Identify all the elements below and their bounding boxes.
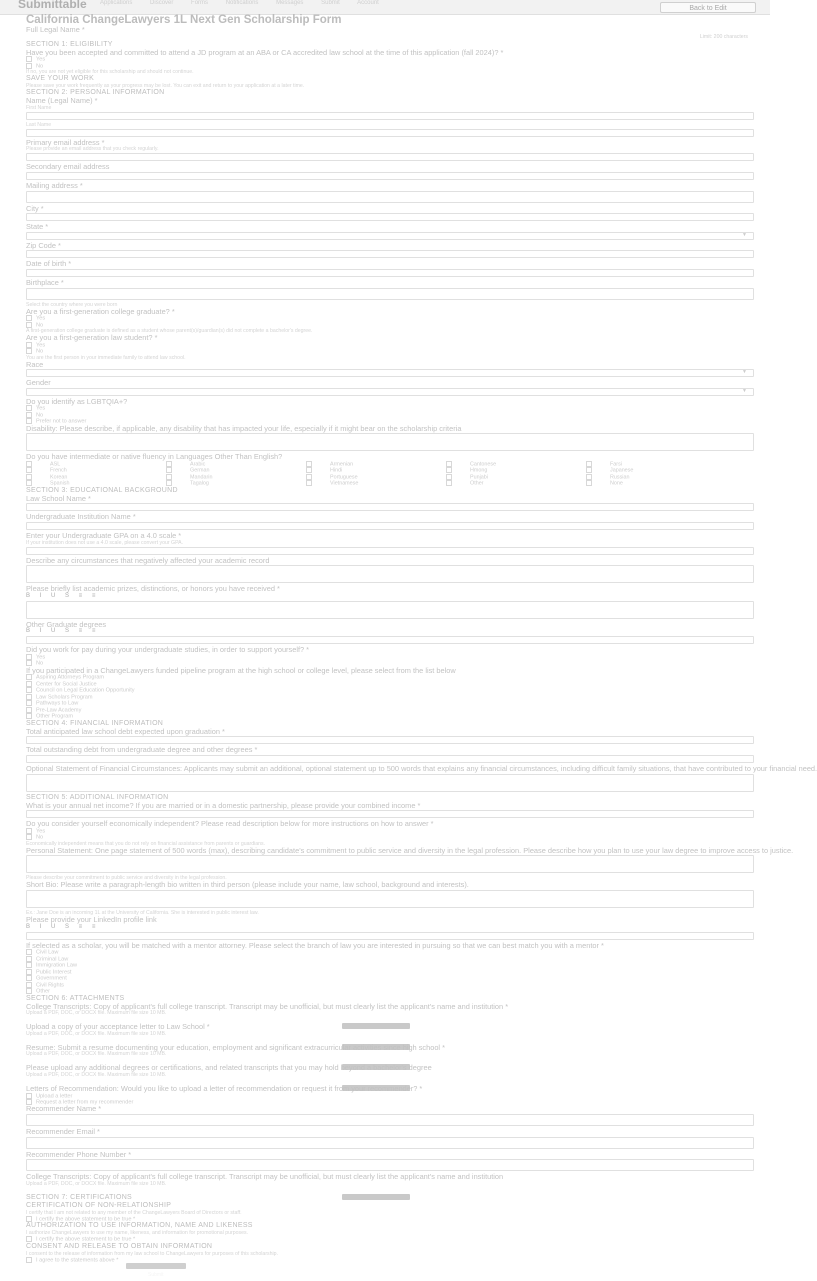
upload-hint: Upload a PDF, DOC, or DOCX file. Maximum file size 10 MB. [26,1010,167,1017]
mailing-address-input[interactable] [26,191,754,203]
first-gen-question: Are you a first-generation college graduate? * [26,306,175,316]
language-label: French [50,467,67,474]
language-label: Arabic [190,461,206,468]
birthplace-label: Birthplace * [26,277,64,287]
checkbox-icon[interactable] [446,474,452,480]
gpa-label: Enter your Undergraduate GPA on a 4.0 scale * [26,530,182,540]
birthplace-input[interactable] [26,288,754,300]
mailing-address-label: Mailing address * [26,180,83,190]
race-select[interactable] [26,369,754,377]
pipeline-label: Pre-Law Academy [36,707,82,714]
checkbox-icon[interactable] [26,700,32,706]
personal-statement-label: Personal Statement: One page statement of 500 words (max), describing candidate's commitment to public service and diversity in the legal profession. Please describe how you plan to use your law degree to improve access to justice. [26,845,794,855]
recommender-email-label: Recommender Email * [26,1127,100,1137]
birthplace-hint: Select the country where you were born [26,301,118,308]
checkbox-icon[interactable] [306,461,312,467]
language-label: German [190,467,210,474]
radio-label: Yes [36,405,46,412]
resume-label: Resume: Submit a resume documenting your education, employment and significant extracurricular activities since high school * [26,1042,446,1052]
grad-degrees-textarea[interactable] [26,636,754,644]
checkbox-icon[interactable] [26,956,32,962]
section-heading: SECTION 2: PERSONAL INFORMATION [26,89,165,97]
rich-text-toolbar[interactable]: B I U S ≡ ≡ [26,923,100,930]
pipeline-label: Council on Legal Education Opportunity [36,687,135,694]
languages-checkbox-grid [26,461,726,487]
state-select[interactable] [26,232,754,240]
checkbox-label: I certify the above statement to be true * [36,1216,136,1223]
upload-hint: Upload a PDF, DOC, or DOCX file. Maximum file size 10 MB. [26,1051,167,1058]
linkedin-label: Please provide your LinkedIn profile link [26,914,157,924]
section-heading: SECTION 3: EDUCATIONAL BACKGROUND [26,486,178,494]
language-label: ASL [50,461,61,468]
language-label: Russian [610,474,630,481]
zip-input[interactable] [26,250,754,258]
mentor-checkbox-list [26,949,756,994]
checkbox-label: I certify the above statement to be true * [36,1236,136,1243]
brand-logo[interactable]: Submittable [18,0,87,11]
upload-row [26,1187,756,1194]
income-input[interactable] [26,810,754,818]
nav-item[interactable]: Submit [321,0,340,6]
checkbox-icon[interactable] [26,1216,32,1222]
language-label: Hmong [470,467,488,474]
work-question: Did you work for pay during your undergraduate studies, in order to support yourself? * [26,645,310,655]
undergrad-debt-input[interactable] [26,755,754,763]
form-title: California ChangeLawyers 1L Next Gen Scholarship Form [26,14,342,26]
mentor-label: Civil Law [36,949,59,956]
circumstances-label: Describe any circumstances that negatively affected your academic record [26,555,270,565]
financial-circumstances-textarea[interactable] [26,774,754,792]
radio-label: No [36,322,44,329]
language-label: Cantonese [470,461,497,468]
language-label: Mandarin [190,474,213,481]
mentor-label: Immigration Law [36,962,78,969]
consent-text: I consent to the release of information from my law school to ChangeLawyers for purposes of this scholarship. [26,1250,279,1257]
short-bio-label: Short Bio: Please write a paragraph-length bio written in third person (please include your name, law school, background and interests). [26,880,469,890]
first-gen-hint: A first-generation college graduate is defined as a student whose parent(s)/guardian(s) did not complete a bachelor's degree. [26,328,313,335]
radio-label: No [36,660,44,667]
radio-label: Upload a letter [36,1093,73,1099]
char-limit: Limit: 200 characters [699,33,748,40]
language-label: Tagalog [190,480,209,487]
chevron-down-icon: ▼ [742,231,747,238]
consent-title: CONSENT AND RELEASE TO OBTAIN INFORMATION [26,1242,213,1250]
law-school-label: Law School Name * [26,493,91,503]
radio-icon[interactable] [26,405,32,411]
lgbtqia-question: Do you identify as LGBTQIA+? [26,396,128,406]
radio-label: Yes [36,654,46,661]
radio-icon[interactable] [26,56,32,62]
city-label: City * [26,203,44,213]
undergrad-input[interactable] [26,522,754,530]
radio-icon[interactable] [26,654,32,660]
checkbox-icon[interactable] [26,467,32,473]
radio-label: Yes [36,56,46,63]
rich-text-toolbar[interactable]: B I U S ≡ ≡ [26,592,100,599]
zip-label: Zip Code * [26,240,61,250]
upload-hint: Upload a PDF, DOC, or DOCX file. Maximum file size 10 MB. [26,1071,167,1078]
nav-item[interactable]: Messages [276,0,304,6]
checkbox-icon[interactable] [306,467,312,473]
checkbox-icon[interactable] [26,480,32,486]
email-label: Primary email address * [26,137,105,147]
checkbox-icon[interactable] [446,467,452,473]
chevron-down-icon: ▼ [742,369,747,376]
certification-title: CERTIFICATION OF NON-RELATIONSHIP [26,1201,172,1209]
checkbox-icon[interactable] [26,681,32,687]
pipeline-checkbox-list [26,674,756,719]
section-heading: SECTION 4: FINANCIAL INFORMATION [26,719,164,727]
section-heading: SECTION 6: ATTACHMENTS [26,994,125,1002]
eligibility-hint: If no, you are not yet eligible for this scholarship and should not continue. [26,69,194,76]
nav-item[interactable]: Account [357,0,379,6]
first-name-hint: First Name [26,104,52,111]
radio-label: No [36,348,44,355]
law-school-input[interactable] [26,503,754,511]
state-label: State * [26,222,49,232]
checkbox-icon[interactable] [26,949,32,955]
checkbox-icon[interactable] [306,480,312,486]
personal-statement-textarea[interactable] [26,855,754,873]
checkbox-icon[interactable] [26,474,32,480]
submit-button[interactable] [126,1263,186,1279]
disability-textarea[interactable] [26,433,754,451]
pipeline-label: Other Program [36,713,73,720]
rich-text-toolbar[interactable]: B I U S ≡ ≡ [26,628,100,635]
radio-label: Yes [36,828,46,835]
radio-label: Request a letter from my recommender [36,1099,134,1106]
save-work-hint: Please save your work frequently as your progress may be lost. You can exit and return to your application at a later time. [26,83,305,90]
checkbox-icon[interactable] [586,467,592,473]
recommender-phone-label: Recommender Phone Number * [26,1149,132,1159]
section-heading: SECTION 1: ELIGIBILITY [26,40,113,48]
language-label: Korean [50,474,68,481]
tuition-input[interactable] [26,736,754,744]
independent-hint: Economically independent means that you do not rely on financial assistance from parents or guardians. [26,840,266,847]
radio-icon[interactable] [26,322,32,328]
full-legal-name-label: Full Legal Name * [26,25,85,34]
checkbox-icon[interactable] [26,461,32,467]
pipeline-label: Center for Social Justice [36,681,97,688]
radio-label: Prefer not to answer [36,418,87,425]
upload-hint: Upload a PDF, DOC, or DOCX file. Maximum file size 10 MB. [26,1030,167,1037]
dob-label: Date of birth * [26,259,72,269]
save-work-heading: SAVE YOUR WORK [26,75,95,83]
honors-textarea[interactable] [26,601,754,619]
radio-icon[interactable] [26,342,32,348]
authorization-text: I authorize ChangeLawyers to use my name, likeness, and information for promotional purposes. [26,1230,249,1237]
checkbox-icon[interactable] [586,461,592,467]
checkbox-icon[interactable] [26,975,32,981]
first-name-input[interactable] [26,112,754,120]
radio-icon[interactable] [26,834,32,840]
checkbox-icon[interactable] [166,461,172,467]
language-label: Punjabi [470,474,488,481]
checkbox-icon[interactable] [306,474,312,480]
radio-icon[interactable] [26,828,32,834]
language-label: None [610,480,623,487]
independent-question: Do you consider yourself economically independent? Please read description below for more instructions on how to answer * [26,819,434,829]
checkbox-icon[interactable] [446,480,452,486]
secondary-email-label: Secondary email address [26,162,110,172]
pipeline-label: Law Scholars Program [36,694,93,701]
upload-hint: Upload a PDF, DOC, or DOCX file. Maximum file size 10 MB. [26,1180,167,1187]
financial-circumstances-label: Optional Statement of Financial Circumstances: Applicants may submit an additional, optional statement up to 500 words that explains any financial circumstances, including difficult family situations, that have contributed to your financial need. [26,764,817,774]
recommendation-question: Letters of Recommendation: Would you like to upload a letter of recommendation or request it from your recommender? * [26,1083,423,1093]
checkbox-icon[interactable] [166,480,172,486]
languages-question: Do you have intermediate or native fluency in Languages Other Than English? [26,452,283,462]
mentor-label: Public Interest [36,969,72,976]
mentor-label: Criminal Law [36,956,69,963]
checkbox-icon[interactable] [166,467,172,473]
nav-item[interactable]: Applications [100,0,133,6]
checkbox-icon[interactable] [26,988,32,994]
transcript-label-2: College Transcripts: Copy of applicant's full college transcript. Transcript may be unofficial, but must clearly list the applicant's name and institution [26,1172,504,1182]
pipeline-label: Pathways to Law [36,700,79,707]
checkbox-icon[interactable] [26,713,32,719]
checkbox-icon[interactable] [446,461,452,467]
nav-item[interactable]: Discover [150,0,174,6]
language-label: Hindi [330,467,343,474]
checkbox-label: I agree to the statements above * [36,1257,119,1264]
name-label: Name (Legal Name) * [26,96,98,106]
limit-row [26,34,756,41]
secondary-email-input[interactable] [26,172,754,180]
language-label: Farsi [610,461,622,468]
authorization-title: AUTHORIZATION TO USE INFORMATION, NAME AND LIKENESS [26,1222,253,1230]
submit-row [26,1263,756,1279]
checkbox-icon[interactable] [166,474,172,480]
section-heading: SECTION 5: ADDITIONAL INFORMATION [26,793,169,801]
disability-question: Disability: Please describe, if applicable, any disability that has impacted your life, especially if it might bear on the scholarship criteria [26,423,462,433]
short-bio-hint: Ex.: Jane Doe is an incoming 1L at the University of California. She is interested in public interest law. [26,909,259,916]
checkbox-icon[interactable] [26,982,32,988]
radio-label: No [36,412,44,419]
mentor-question: If selected as a scholar, you will be matched with a mentor attorney. Please select the branch of law you are interested in pursuing so that we can best match you with a mentor * [26,940,604,950]
checkbox-icon[interactable] [26,962,32,968]
email-hint: Please provide an email address that you check regularly. [26,146,159,153]
radio-label: No [36,63,44,70]
additional-degrees-label: Please upload any additional degrees or certifications, and related transcripts that you may hold beyond a bachelor's degree [26,1063,432,1073]
radio-icon[interactable] [26,63,32,69]
email-input[interactable] [26,153,754,161]
short-bio-textarea[interactable] [26,890,754,908]
nav-links [100,0,395,8]
mentor-label: Other [36,988,50,995]
gender-select[interactable] [26,388,754,396]
dob-input[interactable] [26,269,754,277]
chevron-down-icon: ▼ [742,387,747,394]
circumstances-textarea[interactable] [26,565,754,583]
certification-text: I certify that I am not related to any member of the ChangeLawyers Board of Directors or staff. [26,1209,242,1216]
radio-label: Yes [36,315,46,322]
language-label: Other [470,480,484,487]
mentor-label: Civil Rights [36,982,64,989]
income-question: What is your annual net income? If you are married or in a domestic partnership, please provide your combined income * [26,800,421,810]
radio-icon[interactable] [26,315,32,321]
radio-label: No [36,834,44,841]
last-name-input[interactable] [26,129,754,137]
gpa-input[interactable] [26,547,754,555]
mentor-label: Government [36,975,67,982]
recommender-phone-input[interactable] [26,1159,754,1171]
language-label: Vietnamese [330,480,359,487]
nav-item[interactable]: Forms [191,0,209,6]
application-form [26,14,817,1279]
pipeline-label: Aspiring Attorneys Program [36,674,105,681]
checkbox-icon[interactable] [586,474,592,480]
nav-item[interactable]: Notifications [225,0,259,6]
linkedin-input[interactable] [26,932,754,940]
pipeline-question: If you participated in a ChangeLawyers funded pipeline program at the high school or college level, please select from the list below [26,665,456,675]
gpa-hint: If your institution does not use a 4.0 scale, please convert your GPA. [26,539,184,546]
transcript-label: College Transcripts: Copy of applicant's full college transcript. Transcript may be unofficial, but must clearly list the applicant's name and institution * [26,1001,509,1011]
radio-icon[interactable] [26,1093,32,1099]
checkbox-icon[interactable] [26,674,32,680]
first-gen-law-hint: You are the first person in your immediate family to attend law school. [26,354,186,361]
submit-label: Submit [148,1272,164,1279]
eligibility-question: Have you been accepted and committed to attend a JD program at an ABA or CA accredited law school at the time of this application (fall 2024)? * [26,47,504,57]
radio-icon[interactable] [26,412,32,418]
first-gen-law-question: Are you a first-generation law student? * [26,333,158,343]
radio-label: Yes [36,342,46,349]
back-to-edit-button[interactable]: Back to Edit [660,2,756,13]
radio-icon[interactable] [26,348,32,354]
checkbox-icon[interactable] [26,1236,32,1242]
checkbox-icon[interactable] [26,707,32,713]
top-navigation-bar [0,0,770,15]
section-heading: SECTION 7: CERTIFICATIONS [26,1193,133,1201]
checkbox-icon[interactable] [26,694,32,700]
acceptance-label: Upload a copy of your acceptance letter to Law School * [26,1022,210,1032]
language-label: Portuguese [330,474,358,481]
personal-statement-hint: Please describe your commitment to public service and diversity in the legal profession. [26,875,227,882]
recommender-email-input[interactable] [26,1137,754,1149]
honors-label: Please briefly list academic prizes, distinctions, or honors you have received * [26,584,280,594]
undergrad-debt-label: Total outstanding debt from undergraduate degree and other degrees * [26,745,258,755]
language-label: Armenian [330,461,354,468]
city-input[interactable] [26,213,754,221]
recommender-name-label: Recommender Name * [26,1104,102,1114]
checkbox-icon[interactable] [26,687,32,693]
language-label: Japanese [610,467,634,474]
checkbox-icon[interactable] [586,480,592,486]
grad-degrees-label: Other Graduate degrees [26,619,107,629]
recommender-name-input[interactable] [26,1114,754,1126]
tuition-label: Total anticipated law school debt expected upon graduation * [26,726,225,736]
language-label: Spanish [50,480,70,487]
last-name-hint: Last Name [26,121,52,128]
checkbox-icon[interactable] [26,1257,32,1263]
gender-label: Gender [26,378,51,388]
race-label: Race [26,359,44,369]
checkbox-icon[interactable] [26,969,32,975]
undergrad-label: Undergraduate Institution Name * [26,512,136,522]
